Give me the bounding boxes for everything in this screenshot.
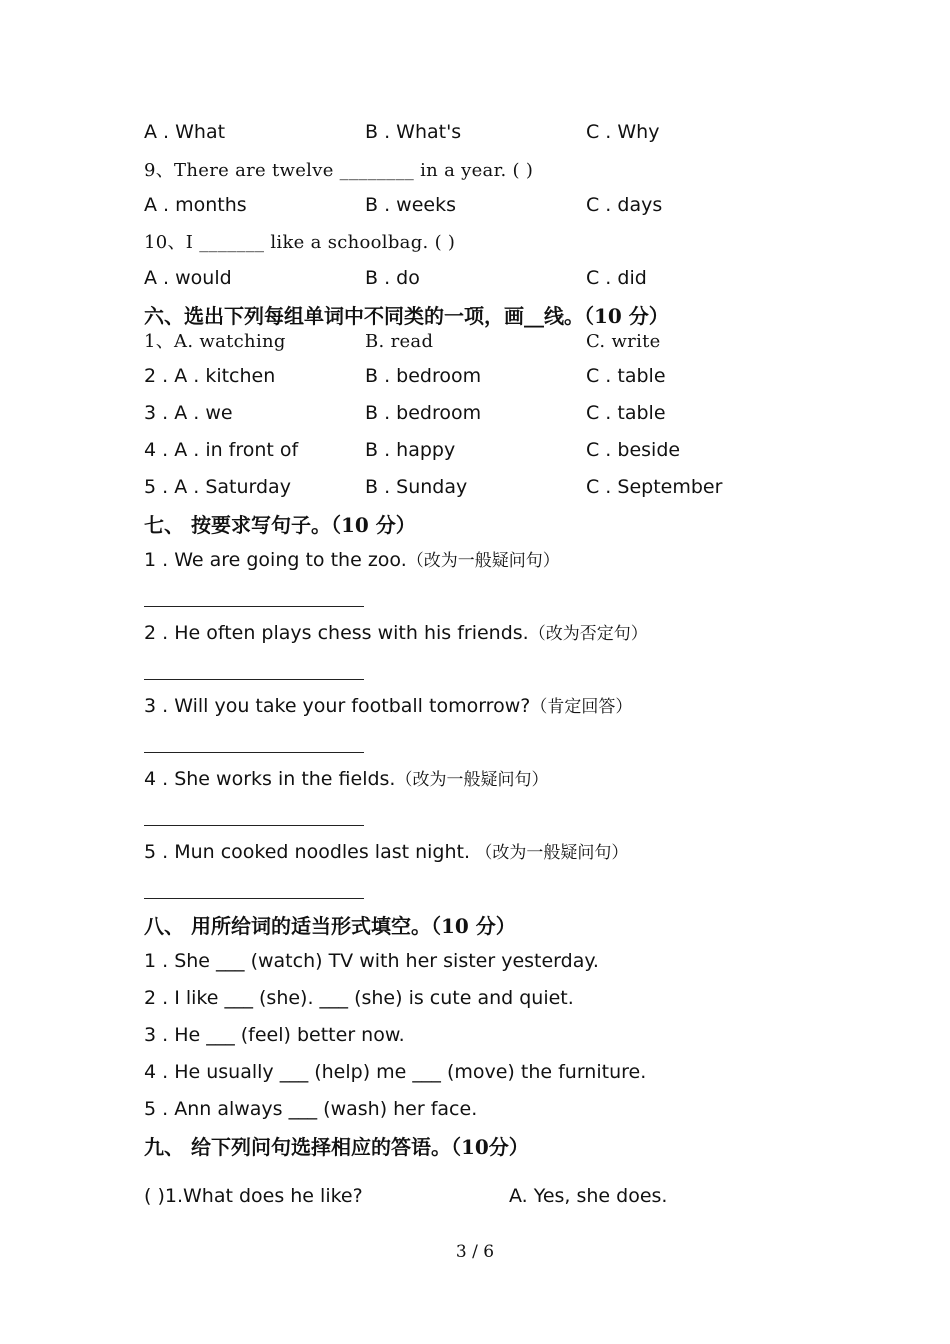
page-number: 3 / 6 [455, 1242, 495, 1262]
section6-row4-a: 4 . A . in front of [144, 439, 299, 461]
section7-item1-text: 1 . We are going to the zoo. [144, 549, 407, 571]
section7-item [144, 766, 548, 793]
section6-row3-c: C . table [586, 402, 666, 424]
section6-row5-b: B . Sunday [365, 476, 468, 498]
section7-item [144, 547, 560, 574]
answer-blank-5[interactable] [144, 898, 364, 899]
q8-option-a: A . What [144, 121, 226, 143]
section6-row1-c: C. write [586, 331, 661, 352]
q10-question: 10、I _______ like a schoolbag. ( ) [144, 232, 456, 253]
section7-item [144, 839, 628, 866]
section6-row2-a: 2 . A . kitchen [144, 365, 276, 387]
q8-option-b: B . What's [365, 121, 462, 143]
section8-item-4: 4 . He usually ___ (help) me ___ (move) the furniture. [144, 1061, 647, 1083]
section9-title: 九、 给下列问句选择相应的答语。（10分） [144, 1135, 529, 1159]
section9-question-1: ( )1.What does he like? [144, 1185, 363, 1207]
q9-question: 9、There are twelve ________ in a year. ( ) [144, 160, 534, 181]
section6-title: 六、选出下列每组单词中不同类的一项，画__线。（10 分） [144, 304, 669, 328]
section6-row2-c: C . table [586, 365, 666, 387]
q9-option-b: B . weeks [365, 194, 456, 216]
section7-item2-text: 2 . He often plays chess with his friends. [144, 622, 529, 644]
section7-item3-text: 3 . Will you take your football tomorrow? [144, 695, 531, 717]
section7-item1-note: （改为一般疑问句） [406, 551, 560, 571]
section6-row1-b: B. read [365, 331, 434, 352]
section7-item [144, 693, 632, 720]
section6-row5-a: 5 . A . Saturday [144, 476, 291, 498]
section6-row2-b: B . bedroom [365, 365, 482, 387]
section7-item3-note: （肯定回答） [530, 697, 633, 717]
section7-item4-text: 4 . She works in the fields. [144, 768, 396, 790]
section6-row4-c: C . beside [586, 439, 681, 461]
section6-row5-c: C . September [586, 476, 723, 498]
section8-item-2: 2 . I like ___ (she). ___ (she) is cute and quiet. [144, 987, 574, 1009]
answer-blank-3[interactable] [144, 752, 364, 753]
section8-title: 八、 用所给词的适当形式填空。（10 分） [144, 914, 516, 938]
section7-title: 七、 按要求写句子。（10 分） [144, 513, 416, 537]
q10-option-c: C . did [586, 267, 647, 289]
answer-blank-2[interactable] [144, 679, 364, 680]
section6-row3-a: 3 . A . we [144, 402, 233, 424]
section7-item2-note: （改为否定句） [528, 624, 648, 644]
section7-item [144, 620, 648, 647]
section7-item5-text: 5 . Mun cooked noodles last night. [144, 841, 471, 863]
q9-option-c: C . days [586, 194, 663, 216]
section6-row1-a: 1、A. watching [144, 331, 286, 352]
q9-option-a: A . months [144, 194, 247, 216]
section8-item-5: 5 . Ann always ___ (wash) her face. [144, 1098, 478, 1120]
section8-item-1: 1 . She ___ (watch) TV with her sister yesterday. [144, 950, 599, 972]
section6-row4-b: B . happy [365, 439, 456, 461]
section8-item-3: 3 . He ___ (feel) better now. [144, 1024, 405, 1046]
section7-item4-note: （改为一般疑问句） [395, 770, 549, 790]
section6-row3-b: B . bedroom [365, 402, 482, 424]
q8-option-c: C . Why [586, 121, 660, 143]
answer-blank-1[interactable] [144, 606, 364, 607]
q10-option-b: B . do [365, 267, 420, 289]
answer-blank-4[interactable] [144, 825, 364, 826]
section9-answer-a: A. Yes, she does. [509, 1185, 668, 1207]
q10-option-a: A . would [144, 267, 232, 289]
section7-item5-note: （改为一般疑问句） [470, 843, 629, 863]
